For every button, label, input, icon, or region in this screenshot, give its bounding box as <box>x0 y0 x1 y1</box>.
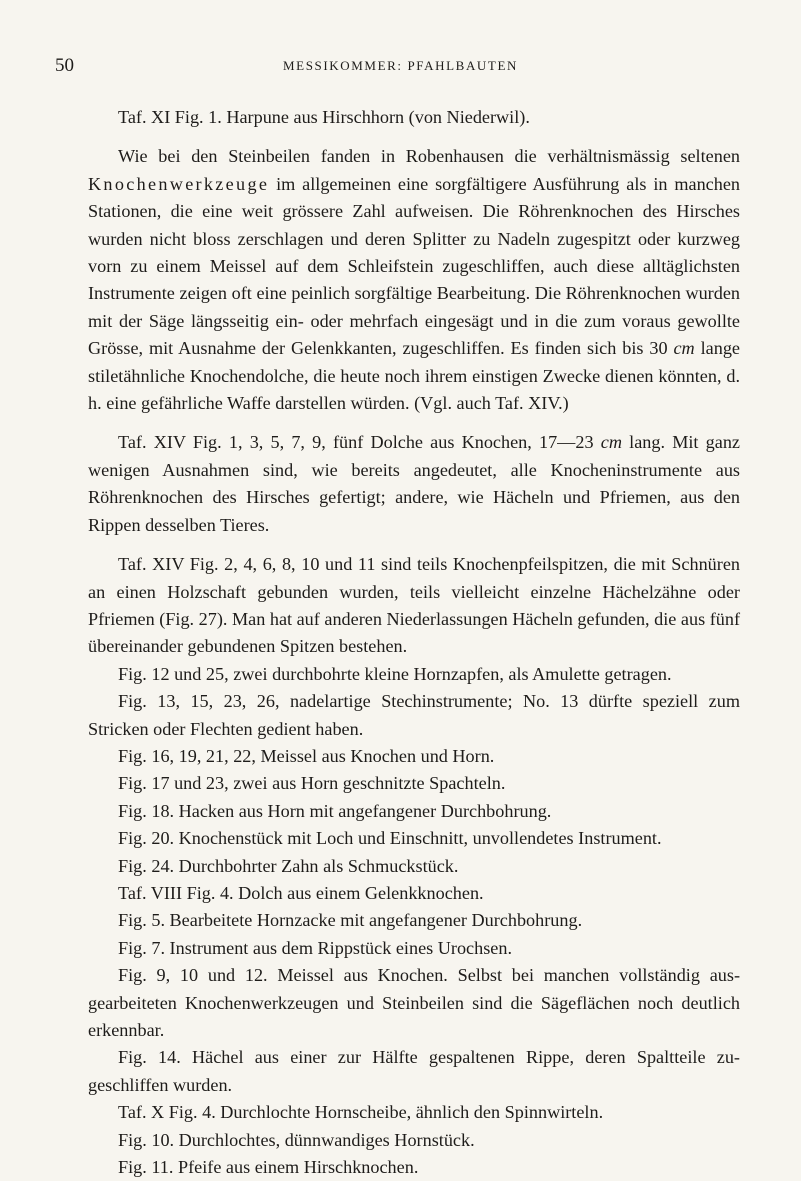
page-header <box>0 55 801 79</box>
paragraph <box>88 143 740 417</box>
figure-entry <box>88 1044 740 1099</box>
paragraph-text: Taf. XI Fig. 1. Harpune aus Hirschhorn (von Niederwil). <box>118 107 530 127</box>
paragraph-text: Fig. 13, 15, 23, 26, nadelartige Stechinstrumente; No. 13 dürfte speziell zum Stricken oder Flechten gedient haben. <box>88 691 740 739</box>
figure-entry <box>88 798 740 825</box>
figure-entry <box>88 1099 740 1126</box>
paragraph-text: Fig. 11. Pfeife aus einem Hirschknochen. <box>118 1157 419 1178</box>
figure-entry <box>88 743 740 770</box>
body-text <box>88 104 740 1181</box>
paragraph-text: lange stiletähnliche Knochendolche, die heute noch ihrem einstigen Zwecke dienen könnten, d. h. eine gefährliche Waffe darstellen würden. (Vgl. auch Taf. XIV.) <box>88 338 741 414</box>
paragraph-text: Fig. 24. Durchbohrter Zahn als Schmuckstück. <box>118 855 459 876</box>
paragraph-text: Fig. 18. Hacken aus Horn mit angefangener Durchbohrung. <box>118 800 552 821</box>
paragraph-text: Fig. 7. Instrument aus dem Rippstück eines Urochsen. <box>118 937 513 958</box>
paragraph-text: im allgemeinen eine sorgfältigere Ausführung als in manchen Stationen, die eine weit grössere Zahl aufweisen. Die Röhrenknochen des Hirsches wurden nicht bloss zerschlagen und deren Splitter zu Nadeln zugespitzt oder kurzweg vorn zu einem Meissel auf dem Schleifstein zugeschliffen, auch diese alltäglichsten Instrumente zeigen oft eine peinlich sorgfältige Bearbeitung. Die Röhrenknochen wurden mit der Säge längsseitig ein- oder mehrfach eingesägt und in die zum voraus gewollte Grösse, mit Ausnahme der Gelenkkanten, zugeschliffen. Es finden sich bis 30 <box>88 173 740 359</box>
figure-entry <box>88 1154 740 1181</box>
paragraph-text: Wie bei den Steinbeilen fanden in Robenhausen die verhältnismässig seltenen <box>118 146 740 167</box>
figure-entry <box>88 880 740 907</box>
paragraph-text: lang. Mit ganz wenigen Ausnahmen sind, wie bereits angedeutet, alle Knocheninstrumente aus Röhrenknochen des Hirsches gefertigt; andere, wie Hächeln und Pfriemen, aus den Rippen desselben Tieres. <box>88 432 740 535</box>
page-number: 50 <box>55 55 74 76</box>
paragraph-text: Taf. XIV Fig. 1, 3, 5, 7, 9, fünf Dolche aus Knochen, 17—23 <box>118 432 601 453</box>
paragraph-text: Fig. 16, 19, 21, 22, Meissel aus Knochen und Horn. <box>118 745 495 766</box>
unit-italic: cm <box>600 432 622 453</box>
paragraph-text: Taf. X Fig. 4. Durchlochte Hornscheibe, ähnlich den Spinnwirteln. <box>118 1102 604 1123</box>
figure-entry <box>88 688 740 743</box>
paragraph <box>88 551 740 661</box>
figure-entry <box>88 935 740 962</box>
unit-italic: cm <box>673 338 695 359</box>
paragraph-text: Taf. VIII Fig. 4. Dolch aus einem Gelenkknochen. <box>118 882 484 903</box>
paragraph <box>88 429 740 539</box>
figure-entry <box>88 661 740 688</box>
paragraph-text: Fig. 20. Knochenstück mit Loch und Einschnitt, unvollendetes Instrument. <box>118 828 662 849</box>
figure-entry <box>88 770 740 797</box>
paragraph-text: Fig. 14. Hächel aus einer zur Hälfte gespaltenen Rippe, deren Spaltteile zu-geschliffen wurden. <box>88 1047 740 1095</box>
paragraph-text: Fig. 9, 10 und 12. Meissel aus Knochen. Selbst bei manchen vollständig aus-gearbeiteten Knochenwerkzeugen und Steinbeilen sind die Sägeflächen noch deutlich erkennbar. <box>88 965 740 1040</box>
emphasized-term: Knochenwerkzeuge <box>88 173 270 194</box>
paragraph-text: Fig. 17 und 23, zwei aus Horn geschnitzte Spachteln. <box>118 773 506 794</box>
paragraph-text: Fig. 5. Bearbeitete Hornzacke mit angefangener Durchbohrung. <box>118 910 583 931</box>
paragraph <box>88 104 740 131</box>
figure-entry <box>88 962 740 1044</box>
paragraph-text: Fig. 10. Durchlochtes, dünnwandiges Hornstück. <box>118 1129 475 1150</box>
figure-entry <box>88 825 740 852</box>
running-title: MESSIKOMMER: PFAHLBAUTEN <box>283 58 518 73</box>
paragraph-text: Taf. XIV Fig. 2, 4, 6, 8, 10 und 11 sind teils Knochenpfeilspitzen, die mit Schnüren an einen Holzschaft gebunden wurden, teils vielleicht einzelne Hächelzähne oder Pfriemen (Fig. 27). Man hat auf anderen Niederlassungen Hächeln gefunden, die aus fünf übereinander gebundenen Spitzen bestehen. <box>88 554 741 657</box>
figure-entry <box>88 907 740 934</box>
figure-entry <box>88 1127 740 1154</box>
figure-entry <box>88 853 740 880</box>
paragraph-text: Fig. 12 und 25, zwei durchbohrte kleine Hornzapfen, als Amulette getragen. <box>118 663 672 684</box>
